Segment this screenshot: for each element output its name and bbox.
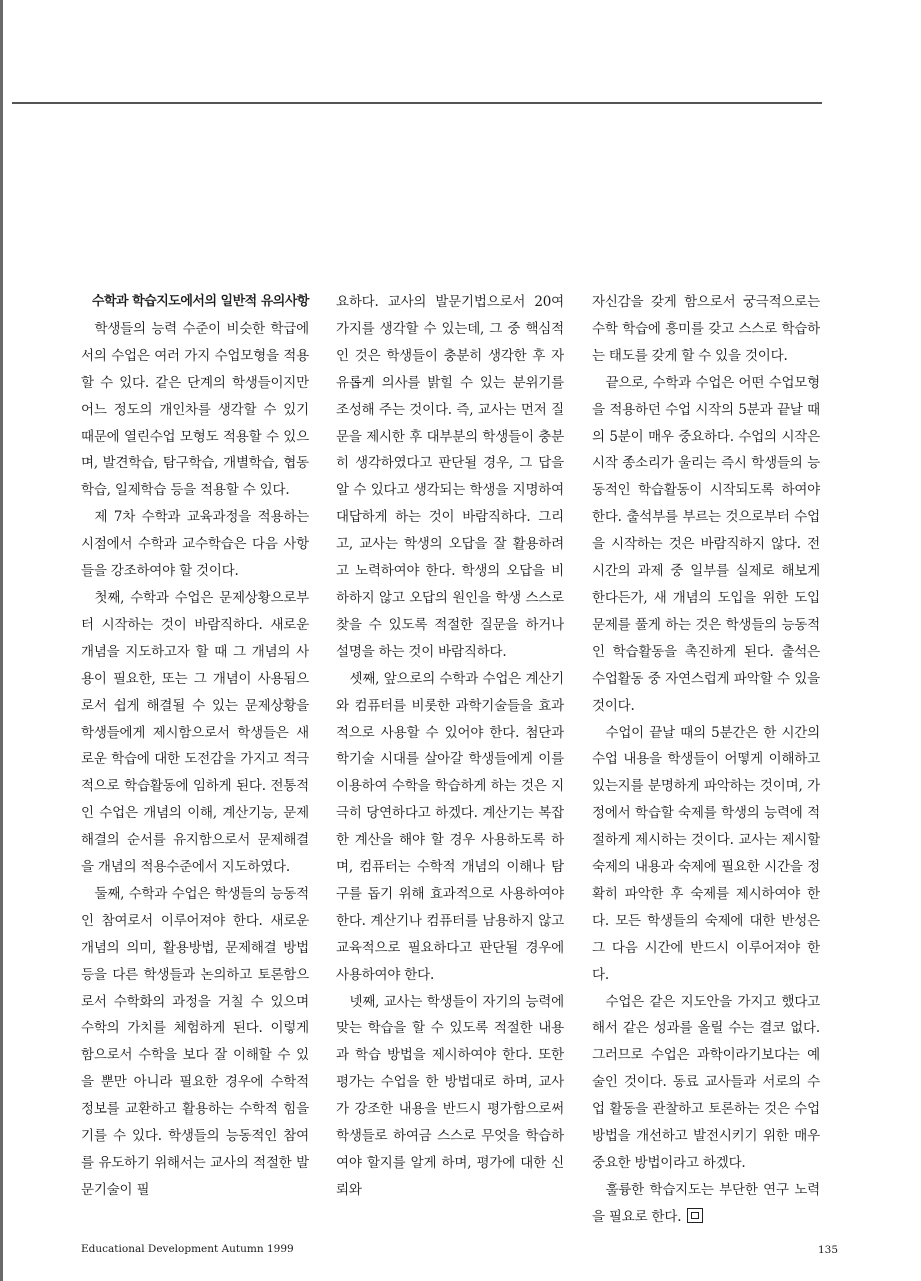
text-column-3 [592,289,820,1231]
paragraph-6: 넷째, 교사는 학생들이 자기의 능력에 맞는 학습을 할 수 있도록 적절한 내용과 학습 방법을 제시하여야 한다. 또한 평가는 수업을 한 방법대로 하며, 교사가 강조한 내용을 반드시 평가함으로써 학생들로 하여금 스스로 무엇을 학습하여야 할지를 알게 하며, 평가에 대한 신뢰와 [336,993,564,1198]
paragraph-7: 끝으로, 수학과 수업은 어떤 수업모형을 적용하던 수업 시작의 5분과 끝날 때의 5분이 매우 중요하다. 수업의 시작은 시작 종소리가 울리는 즉시 학생들의 능동적인 학습활동이 시작되도록 하여야 한다. 출석부를 부르는 것으로부터 수업을 시작하는 것은 바람직하지 않다. 전시간의 과제 중 일부를 실제로 해보게 한다든가, 새 개념의 도입을 위한 도입문제를 풀게 하는 것은 학생들의 능동적인 학습활동을 촉진하게 된다. 출석은 수업활동 중 자연스럽게 파악할 수 있을 것이다. [592,374,820,714]
paragraph-4-continued: 요하다. 교사의 발문기법으로서 20여 가지를 생각할 수 있는데, 그 중 핵심적인 것은 학생들이 충분히 생각한 후 자유롭게 의사를 밝힐 수 있는 분위기를 조성해 주는 것이다. 즉, 교사는 먼저 질문을 제시한 후 대부분의 학생들이 충분히 생각하였다고 판단될 경우, 그 답을 알 수 있다고 생각되는 학생을 지명하여 대답하게 하는 것이 바람직하다. 그리고, 교사는 학생의 오답을 잘 활용하려고 노력하여야 한다. 학생의 오답을 비하하지 않고 오답의 원인을 학생 스스로 찾을 수 있도록 적절한 질문을 하거나 설명을 하는 것이 바람직하다. [336,294,564,660]
header-rule [12,102,822,104]
closing-sentence: 훌륭한 학습지도는 부단한 연구 노력을 필요로 한다. [592,1181,820,1225]
page-edge [0,0,3,1281]
paragraph-2: 제 7차 수학과 교육과정을 적용하는 시점에서 수학과 교수학습은 다음 사항들을 강조하여야 할 것이다. [81,509,309,580]
paragraph-8: 수업이 끝날 때의 5분간은 한 시간의 수업 내용을 학생들이 어떻게 이해하고 있는지를 분명하게 파악하는 것이며, 가정에서 학습할 숙제를 학생의 능력에 적절하게 제시하는 것이다. 교사는 제시할 숙제의 내용과 숙제에 필요한 시간을 정확히 파악한 후 숙제를 제시하여야 한다. 모든 학생들의 숙제에 대한 반성은 그 다음 시간에 반드시 이루어져야 한다. [592,724,820,983]
text-column-2 [336,289,564,1204]
end-mark-icon [687,1208,703,1223]
section-heading: 수학과 학습지도에서의 일반적 유의사항 [91,294,309,309]
paragraph-9: 수업은 같은 지도안을 가지고 했다고 해서 같은 성과를 올릴 수는 결코 없다. 그러므로 수업은 과학이라기보다는 예술인 것이다. 동료 교사들과 서로의 수업 활동을 관찰하고 토론하는 것은 수업 방법을 개선하고 발전시키기 위한 매우 중요한 방법이라고 하겠다. [592,993,820,1171]
text-column-1 [81,289,309,1204]
footer-journal: Educational Development Autumn 1999 [81,1243,294,1255]
paragraph-1: 학생들의 능력 수준이 비슷한 학급에서의 수업은 여러 가지 수업모형을 적용할 수 있다. 같은 단계의 학생들이지만 어느 정도의 개인차를 생각할 수 있기 때문에 열린수업 모형도 적용할 수 있으며, 발견학습, 탐구학습, 개별학습, 협동학습, 일제학습 등을 적용할 수 있다. [81,320,309,499]
page-number: 135 [818,1244,839,1256]
paragraph-6-continued: 자신감을 갖게 함으로서 궁극적으로는 수학 학습에 흥미를 갖고 스스로 학습하는 태도를 갖게 할 수 있을 것이다. [592,294,820,364]
paragraph-5: 셋째, 앞으로의 수학과 수업은 계산기와 컴퓨터를 비롯한 과학기술들을 효과적으로 사용할 수 있어야 한다. 첨단과학기술 시대를 살아갈 학생들에게 이를 이용하여 수학을 학습하게 하는 것은 지극히 당연하다고 하겠다. 계산기는 복잡한 계산을 해야 할 경우 사용하도록 하며, 컴퓨터는 수학적 개념의 이해나 탐구를 돕기 위해 효과적으로 사용하여야 한다. 계산기나 컴퓨터를 남용하지 않고 교육적으로 필요하다고 판단될 경우에 사용하여야 한다. [336,670,564,983]
paragraph-10 [592,1177,820,1231]
paragraph-3: 첫째, 수학과 수업은 문제상황으로부터 시작하는 것이 바람직하다. 새로운 개념을 지도하고자 할 때 그 개념의 사용이 필요한, 또는 그 개념이 사용됨으로서 쉽게 해결될 수 있는 문제상황을 학생들에게 제시함으로서 학생들은 새로운 학습에 대한 도전감을 가지고 적극적으로 학습활동에 임하게 된다. 전통적인 수업은 개념의 이해, 계산기능, 문제해결의 순서를 유지함으로서 문제해결을 개념의 적용수준에서 지도하였다. [81,589,309,876]
paragraph-4: 둘째, 수학과 수업은 학생들의 능동적인 참여로서 이루어져야 한다. 새로운 개념의 의미, 활용방법, 문제해결 방법 등을 다른 학생들과 논의하고 토론함으로서 수학화의 과정을 거칠 수 있으며 수학의 가치를 체험하게 된다. 이렇게 함으로서 수학을 보다 잘 이해할 수 있을 뿐만 아니라 필요한 경우에 수학적 정보를 교환하고 활용하는 수학적 힘을 기를 수 있다. 학생들의 능동적인 참여를 유도하기 위해서는 교사의 적절한 발문기술이 필 [81,885,309,1198]
